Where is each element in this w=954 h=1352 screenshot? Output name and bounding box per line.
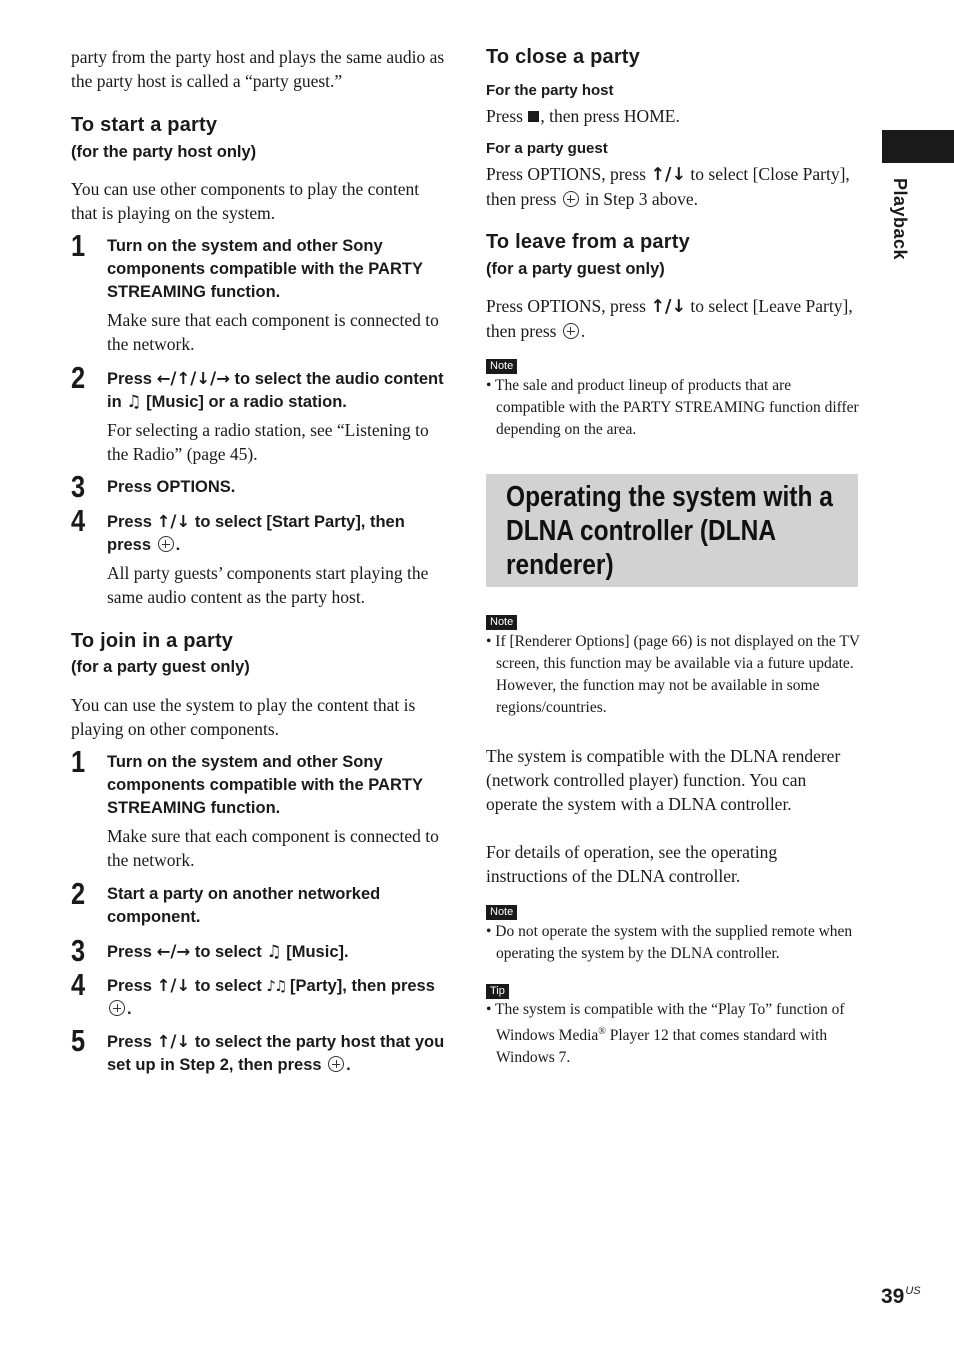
dlna-body-text: For details of operation, see the operating instructions of the DLNA controller. xyxy=(486,842,778,886)
step-number: 3 xyxy=(71,469,86,504)
step-number: 1 xyxy=(71,228,86,263)
step-text: [Music] or a radio station. xyxy=(146,393,347,411)
body-text: to select [Close Party], then press xyxy=(486,164,850,209)
start-party-subheading: (for the party host only) xyxy=(71,143,257,161)
step-text: Press xyxy=(107,1033,152,1051)
step-number: 4 xyxy=(71,967,86,1002)
note-text: • The sale and product lineup of products that are compatible with the PARTY STREAMING function differ depending on the area. xyxy=(486,377,859,438)
enter-button-icon xyxy=(109,1000,125,1016)
join-step-2 xyxy=(71,876,446,929)
join-step-3 xyxy=(71,933,446,968)
step-instruction xyxy=(107,940,446,964)
step-number: 1 xyxy=(71,744,86,779)
party-guest-label: For a party guest xyxy=(486,140,608,157)
tip-badge: Tip xyxy=(486,984,509,999)
body-text: , then press HOME. xyxy=(540,106,680,126)
stop-icon xyxy=(528,111,539,122)
arrow-keys-icon: ↑/↓ xyxy=(156,976,191,995)
step-text: . xyxy=(346,1056,351,1074)
page-suffix: US xyxy=(905,1285,921,1297)
party-guest-text xyxy=(486,162,858,211)
chapter-tab xyxy=(882,130,954,163)
step-instruction xyxy=(107,974,446,1021)
note-badge: Note xyxy=(486,359,517,374)
start-step-3 xyxy=(71,469,446,504)
section-title: Operating the system with a DLNA controller (DLNA renderer) xyxy=(506,481,833,581)
join-party-heading: To join in a party xyxy=(71,630,234,652)
step-instruction xyxy=(107,510,446,557)
start-party-heading: To start a party xyxy=(71,114,218,136)
arrow-keys-icon: ↑/↓ xyxy=(650,165,687,185)
music-note-icon: ♫ xyxy=(266,942,282,962)
page-number-value: 39 xyxy=(881,1285,905,1308)
party-host-label: For the party host xyxy=(486,82,614,99)
party-host-text xyxy=(486,104,858,128)
step-description: For selecting a radio station, see “Listening to the Radio” (page 45). xyxy=(107,420,429,464)
note-badge: Note xyxy=(486,905,517,920)
step-text: Press xyxy=(107,513,152,531)
start-step-2 xyxy=(71,360,446,466)
tip-text-part: • The system is compatible with the “Play To” function of Windows Media xyxy=(486,1001,845,1045)
start-party-intro: You can use other components to play the content that is playing on the system. xyxy=(71,179,420,223)
join-step-4 xyxy=(71,967,446,1021)
step-text: Press xyxy=(107,977,152,995)
body-text: . xyxy=(580,321,586,341)
step-description: Make sure that each component is connected to the network. xyxy=(107,826,439,870)
page-number xyxy=(881,1285,921,1309)
arrow-keys-icon: ↑/↓ xyxy=(156,512,191,531)
step-text: . xyxy=(175,536,181,554)
step-text: to select [Start Party], then press xyxy=(107,513,405,554)
enter-button-icon xyxy=(328,1056,344,1072)
join-party-intro: You can use the system to play the content that is playing on other components. xyxy=(71,695,416,739)
tip-text-part: Player 12 that comes standard with Windows 7. xyxy=(496,1027,828,1067)
body-text: in Step 3 above. xyxy=(585,189,698,209)
section-banner xyxy=(486,474,858,587)
step-text: [Party], then press xyxy=(290,977,435,995)
join-step-5 xyxy=(71,1023,446,1077)
step-instruction: Press OPTIONS. xyxy=(107,478,236,496)
step-text: Press xyxy=(107,370,152,388)
step-number: 2 xyxy=(71,876,86,911)
registered-mark: ® xyxy=(598,1026,606,1037)
tip-text xyxy=(486,999,864,1069)
step-instruction: Turn on the system and other Sony components compatible with the PARTY STREAMING function. xyxy=(107,237,423,301)
arrow-keys-icon: ↑/↓ xyxy=(650,297,687,317)
step-instruction xyxy=(107,367,446,414)
body-text: to select [Leave Party], then press xyxy=(486,296,853,341)
step-description: All party guests’ components start playing the same audio content as the party host. xyxy=(107,563,429,607)
note-badge: Note xyxy=(486,615,517,630)
body-text: Press OPTIONS, press xyxy=(486,296,646,316)
chapter-label: Playback xyxy=(890,178,910,261)
leave-party-heading: To leave from a party xyxy=(486,231,690,253)
note-text: • If [Renderer Options] (page 66) is not displayed on the TV screen, this function may be available via a future update. However, the function may not be available in some regions/countries. xyxy=(486,633,860,716)
step-number: 4 xyxy=(71,503,86,538)
step-description: Make sure that each component is connected to the network. xyxy=(107,310,439,354)
join-party-subheading: (for a party guest only) xyxy=(71,658,250,676)
leave-party-subheading: (for a party guest only) xyxy=(486,260,665,278)
arrow-keys-icon: ←/↑/↓/→ xyxy=(156,369,230,388)
arrow-keys-icon: ↑/↓ xyxy=(156,1032,191,1051)
start-step-4 xyxy=(71,503,446,609)
step-text: to select xyxy=(194,943,262,961)
step-instruction: Turn on the system and other Sony components compatible with the PARTY STREAMING function. xyxy=(107,753,423,817)
enter-button-icon xyxy=(563,191,579,207)
body-text: Press xyxy=(486,106,523,126)
music-note-icon: ♫ xyxy=(126,392,142,412)
intro-text: party from the party host and plays the same audio as the party host is called a “party guest.” xyxy=(71,47,445,91)
step-text: to select the party host that you set up in Step 2, then press xyxy=(107,1033,445,1074)
step-text: [Music]. xyxy=(286,943,349,961)
step-number: 5 xyxy=(71,1023,86,1058)
arrow-keys-icon: ←/→ xyxy=(156,942,191,961)
step-number: 2 xyxy=(71,360,86,395)
dlna-body-text: The system is compatible with the DLNA renderer (network controlled player) function. You can operate the system with a DLNA controller. xyxy=(486,746,841,814)
step-instruction xyxy=(107,1030,446,1077)
step-text: to select the audio content in xyxy=(107,370,444,411)
leave-party-text xyxy=(486,294,858,343)
start-step-1 xyxy=(71,228,446,356)
step-number: 3 xyxy=(71,933,86,968)
step-text: to select xyxy=(194,977,262,995)
step-text: . xyxy=(127,1000,132,1018)
party-icon: ♪♫ xyxy=(266,977,286,995)
close-party-heading: To close a party xyxy=(486,46,640,68)
note-text: • Do not operate the system with the supplied remote when operating the system by the DLNA controller. xyxy=(486,923,853,962)
enter-button-icon xyxy=(563,323,579,339)
step-instruction: Start a party on another networked component. xyxy=(107,885,381,926)
join-step-1 xyxy=(71,744,446,872)
enter-button-icon xyxy=(158,536,174,552)
body-text: Press OPTIONS, press xyxy=(486,164,646,184)
step-text: Press xyxy=(107,943,152,961)
